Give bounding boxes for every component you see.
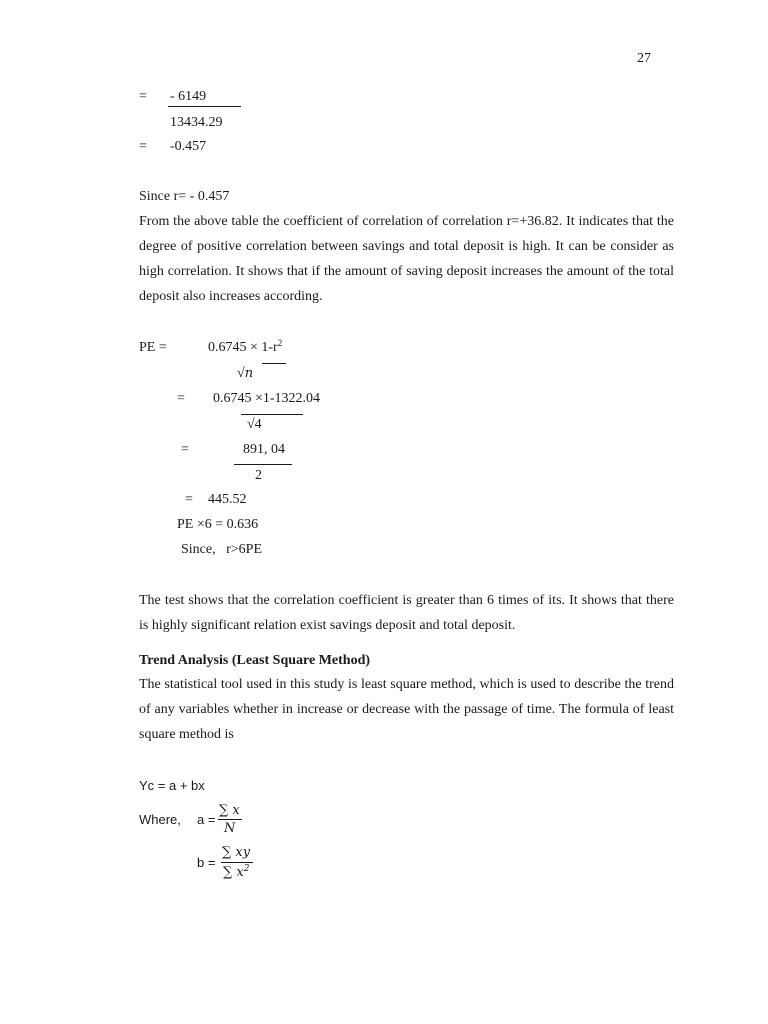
formula-where: Where, xyxy=(139,812,181,827)
fraction-bar xyxy=(241,414,303,415)
pe-expression: $0.6745 \times 1-r^2$ xyxy=(208,338,283,355)
fraction-bar xyxy=(218,819,242,820)
section-heading: Trend Analysis (Least Square Method) xyxy=(139,653,371,668)
sqrt-four: √4 xyxy=(247,417,262,432)
equals-sign: = xyxy=(139,139,147,154)
paragraph-test-result: The test shows that the correlation coefficient is greater than 6 times of its. It shows that there is highly significant relation exist savings deposit and total deposit. xyxy=(139,593,674,633)
fraction-bar xyxy=(168,106,241,107)
formula-b-numerator: ∑ xy xyxy=(222,845,251,860)
formula-b-eq: b = xyxy=(197,855,216,870)
fraction-bar xyxy=(221,862,253,863)
pe-expression-substituted: 0.6745 ×1-1322.04 xyxy=(213,391,321,406)
formula-a-denominator: N xyxy=(224,821,236,836)
fraction-denominator: 13434.29 xyxy=(170,115,223,130)
fraction-numerator: - 6149 xyxy=(170,89,207,104)
since-pe-line: Since, r>6PE xyxy=(181,542,262,557)
page-number: 27 xyxy=(637,51,651,66)
sqrt-n: √n xyxy=(237,366,254,381)
overline xyxy=(262,363,286,364)
pe-times-six: PE ×6 = 0.636 xyxy=(177,517,259,532)
paragraph-correlation: From the above table the coefficient of correlation of correlation r=+36.82. It indicates that the degree of positive correlation between savings and total deposit is high. It can be consider as high correlation. It shows that if the amount of saving deposit increases the amount of the total deposit also increases according. xyxy=(139,214,674,304)
paragraph-least-square: The statistical tool used in this study is least square method, which is used to describe the trend of any variables whether in increase or decrease with the passage of time. The formula of least square method is xyxy=(139,677,674,742)
formula-yc: Yc = a + bx xyxy=(139,778,205,793)
calc-result: -0.457 xyxy=(170,139,207,154)
fraction-numerator: 891, 04 xyxy=(243,442,285,457)
pe-value: 445.52 xyxy=(208,492,247,507)
equals-sign: = xyxy=(181,442,189,457)
pe-label: PE = xyxy=(139,340,167,355)
formula-a-numerator: ∑ x xyxy=(219,803,240,818)
formula-a-eq: a = xyxy=(197,812,216,827)
fraction-denominator: 2 xyxy=(255,468,262,483)
equals-sign: = xyxy=(139,89,147,104)
since-r-line: Since r= - 0.457 xyxy=(139,189,230,204)
fraction-bar xyxy=(234,464,292,465)
equals-sign: = xyxy=(177,391,185,406)
formula-b-denominator: ∑ $x^2$ xyxy=(223,864,250,880)
equals-sign: = xyxy=(185,492,193,507)
